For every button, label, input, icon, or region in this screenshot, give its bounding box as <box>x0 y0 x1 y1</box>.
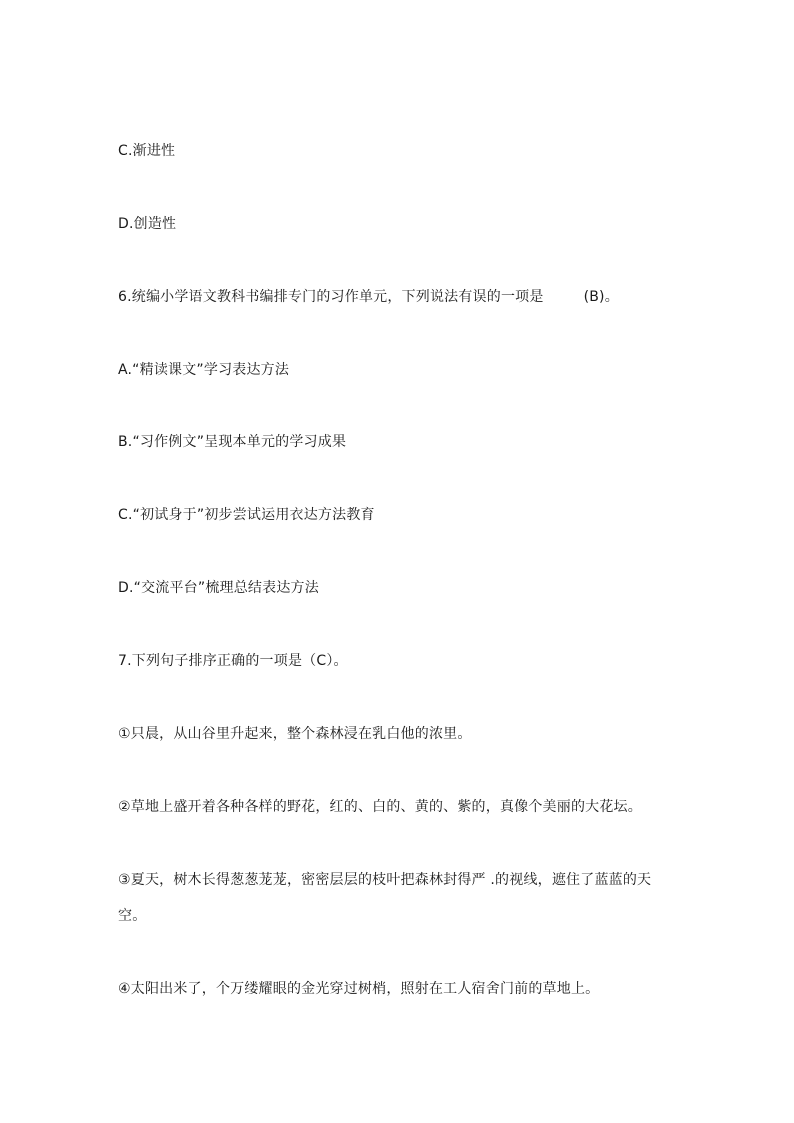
q6-option-a: A.“精读课文”学习表达方法 <box>118 362 290 378</box>
question-6-text: 6.统编小学语文教科书编排专门的习作单元，下列说法有误的一项是 <box>118 289 544 305</box>
option-d-creative: D.创造性 <box>118 216 177 232</box>
sentence-3-continued: 空。 <box>118 908 147 924</box>
option-c-gradual: C.渐进性 <box>118 143 176 159</box>
q6-option-d: D.“交流平台”梳理总结表达方法 <box>118 580 319 596</box>
sentence-4: ④太阳出米了，个万缕耀眼的金光穿过树梢，照射在工人宿舍门前的草地上。 <box>118 981 600 997</box>
q6-option-c: C.“初试身于”初步尝试运用衣达方法教育 <box>118 507 375 523</box>
q6-option-b: B.“习作例文”呈现本单元的学习成果 <box>118 434 347 450</box>
question-7: 7.下列句子排序正确的一项是（C）。 <box>118 653 348 669</box>
sentence-3: ③夏天，树木长得葱葱茏茏，密密层层的枝叶把森林封得严 .的视线，遮住了蓝蓝的天 <box>118 872 652 888</box>
sentence-1: ①只晨，从山谷里升起来，整个森林浸在乳白他的浓里。 <box>118 726 472 742</box>
sentence-2: ②草地上盛开着各种各样的野花，红的、白的、黄的、紫的，真像个美丽的大花坛。 <box>118 799 642 815</box>
question-6 <box>118 287 619 307</box>
question-6-answer: (B)。 <box>583 289 619 305</box>
